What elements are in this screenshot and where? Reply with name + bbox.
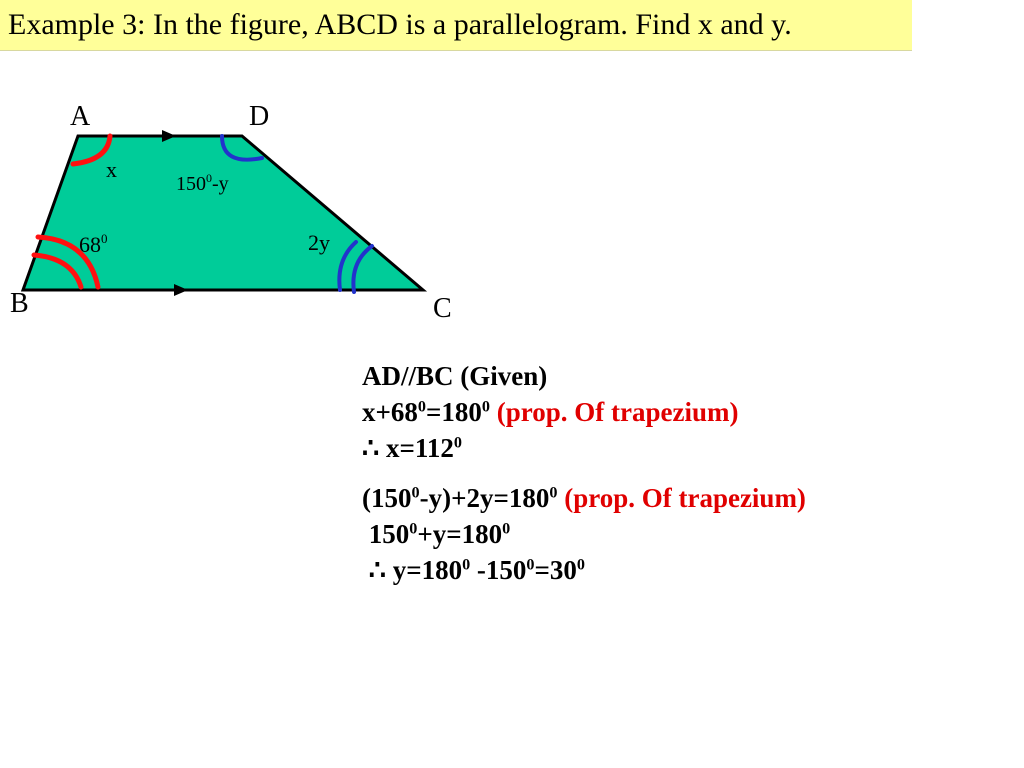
vertex-label-c: C <box>433 293 452 324</box>
vertex-label-b: B <box>10 288 29 319</box>
page-title: Example 3: In the figure, ABCD is a parallelogram. Find x and y. <box>8 8 792 41</box>
solution-line-2: $x+68^0=180^0$ (prop. Of trapezium) <box>362 397 739 427</box>
angle-label-d: $150^0-y$ <box>176 171 229 195</box>
quadrilateral-abcd <box>23 136 423 290</box>
angle-label-c: 2y <box>308 230 330 255</box>
vertex-label-a: A <box>70 101 91 132</box>
solution-steps <box>362 358 806 588</box>
reason-text: (prop. Of trapezium) <box>557 483 806 513</box>
angle-label-b: $68^0$ <box>79 231 108 257</box>
vertex-label-d: D <box>249 101 270 132</box>
solution-line-1: AD//BC (Given) <box>362 361 548 391</box>
angle-label-x: x <box>106 157 117 182</box>
reason-text: (prop. Of trapezium) <box>489 397 739 427</box>
solution-line-6: ∴ $y=180^0$ $-150^0=30^0$ <box>368 555 585 585</box>
solution-line-3: ∴ $x=112^0$ <box>362 433 462 463</box>
solution-line-4: $(150^0-y)+2y=180^0$ (prop. Of trapezium) <box>362 483 806 513</box>
solution-line-5: $150^0+y=180^0$ <box>368 519 511 549</box>
